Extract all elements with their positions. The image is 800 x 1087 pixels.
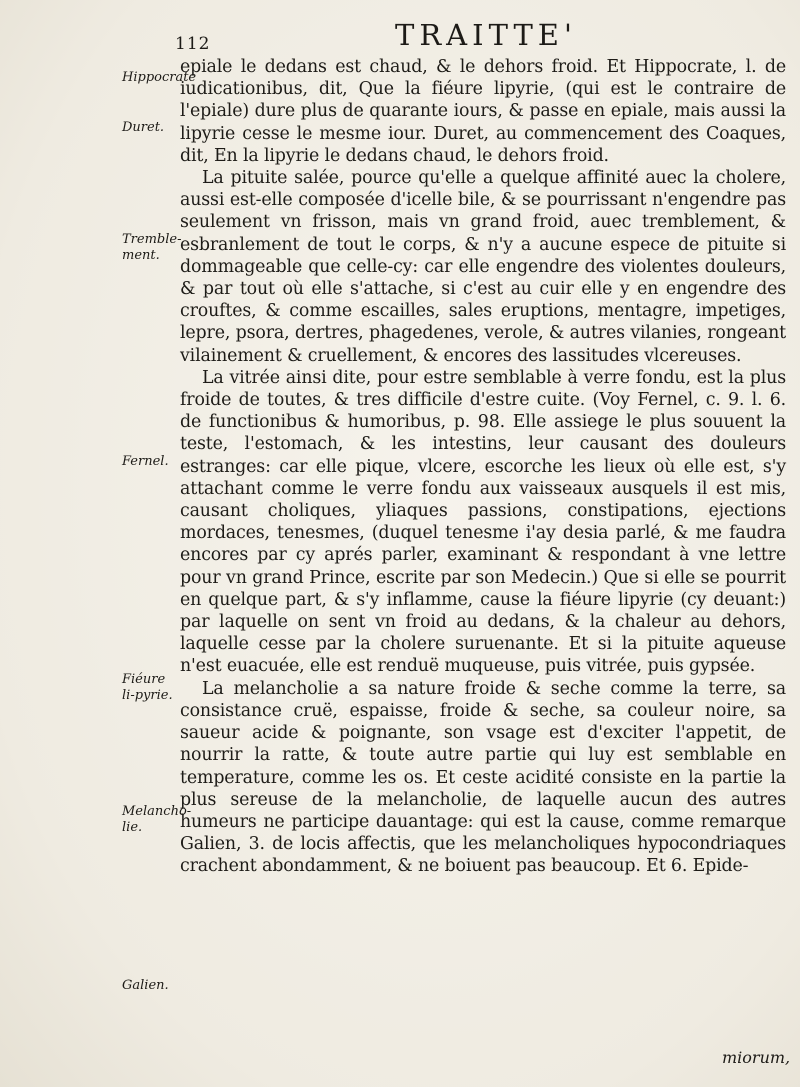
page-header	[0, 12, 800, 52]
paragraph-pituite-salee: La pituite salée, pource qu'elle a quelque affinité auec la cholere, aussi est-elle composée d'icelle bile, & se pourrissant n'engendre pas seulement vn frisson, mais vn grand froid, auec tremblement, & esbranlement de tout le corps, & n'y a aucune espece de pituite si dommageable que celle-cy: car elle engendre des violentes douleurs, & par tout où elle s'attache, si c'est au cuir elle y en engendre des crouftes, & comme escailles, sales eruptions, mentagre, impetiges, lepre, psora, dertres, phagedenes, verole, & autres vilanies, rongeant vilainement & cruellement, & encores des lassitudes vlcereuses.	[180, 168, 786, 366]
catchword: miorum,	[722, 1048, 791, 1067]
page-number: 112	[175, 34, 211, 54]
margin-note-fieure-lipyrie: Fiéure li-pyrie.	[122, 672, 173, 703]
margin-note-hippocrate: Hippocrate	[122, 70, 197, 85]
paragraph-melancholie: La melancholie a sa nature froide & seche comme la terre, sa consistance cruë, espaisse, froide & seche, sa couleur noire, sa saueur acide & poignante, son vsage est d'exciter l'appetit, de nourrir la ratte, & toute autre partie qui luy est semblable en temperature, comme les os. Et ceste acidité consiste en la partie la plus sereuse de la melancholie, de laquelle aucun des autres humeurs ne participe dauantage: qui est la cause, comme remarque Galien, 3. de locis affectis, que les melancholiques hypocondriaques crachent abondamment, & ne boiuent pas beaucoup. Et 6. Epide-	[180, 678, 786, 877]
running-title: TRAITTE'	[395, 18, 577, 52]
margin-note-duret: Duret.	[122, 120, 165, 135]
body-text	[180, 56, 786, 878]
paragraph-vitree: La vitrée ainsi dite, pour estre semblable à verre fondu, est la plus froide de toutes, & tres difficile d'estre cuite. (Voy Fernel, c. 9. l. 6. de functionibus & humoribus, p. 98. Elle assiege le plus souuent la teste, l'estomach, & les intestins, leur causant des douleurs estranges: car elle pique, vlcere, escorche les lieux où elle est, s'y attachant comme le verre fondu aux vaisseaux ausquels il est mis, causant choliques, yliaques passions, constipations, ejections mordaces, tenesmes, (duquel tenesme i'ay desia parlé, & me faudra encores par cy aprés parler, examinant & respondant à vne lettre pour vn grand Prince, escrite par son Medecin.) Que si elle se pourrit en quelque part, & s'y inflamme, cause la fiéure lipyrie (cy deuant:) par laquelle on sent vn froid au dedans, & la chaleur au dehors, laquelle cesse par la cholere suruenante. Et si la pituite aqueuse n'est euacuée, elle est renduë muqueuse, puis vitrée, puis gypsée.	[180, 367, 786, 677]
paragraph-epiale: epiale le dedans est chaud, & le dehors froid. Et Hippocrate, l. de iudicationibus, dit, Que la fiéure lipyrie, (qui est le contraire de l'epiale) dure plus de quarante iours, & passe en epiale, mais aussi la lipyrie cesse le mesme iour. Duret, au commencement des Coaques, dit, En la lipyrie le dedans chaud, le dehors froid.	[180, 57, 786, 166]
margin-note-melancholie: Melancho-lie.	[122, 804, 192, 835]
margin-note-fernel: Fernel.	[122, 454, 169, 469]
margin-note-tremblement: Tremble-ment.	[122, 232, 182, 263]
margin-note-galien: Galien.	[122, 978, 169, 993]
